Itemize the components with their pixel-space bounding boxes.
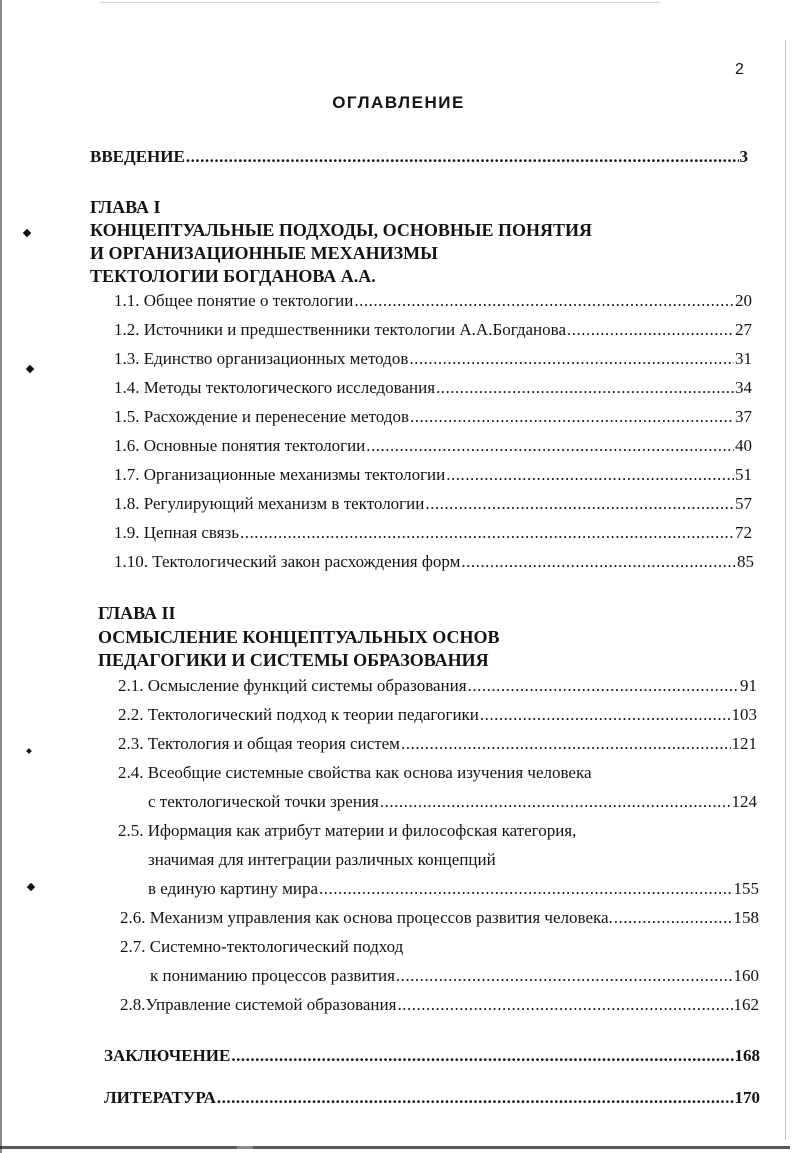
dot-leader bbox=[614, 907, 733, 929]
scan-speck bbox=[23, 229, 31, 237]
chapter-title-line: ПЕДАГОГИКИ И СИСТЕМЫ ОБРАЗОВАНИЯ bbox=[98, 650, 489, 670]
toc-entry-page: 103 bbox=[731, 705, 757, 724]
toc-entry[interactable] bbox=[118, 733, 757, 755]
scan-bottom-line bbox=[0, 1146, 790, 1149]
toc-entry-label: 1.2. Источники и предшественники тектологии А.А.Богданова bbox=[114, 320, 566, 339]
toc-entry[interactable] bbox=[148, 878, 759, 900]
toc-entry[interactable] bbox=[114, 435, 752, 457]
dot-leader bbox=[366, 435, 734, 457]
toc-entry-page: 155 bbox=[733, 879, 759, 898]
toc-entry-line[interactable]: значимая для интеграции различных концепций bbox=[148, 850, 496, 869]
toc-entry-page: 37 bbox=[735, 407, 752, 426]
toc-entry-page: 85 bbox=[737, 552, 754, 571]
dot-leader bbox=[217, 1087, 734, 1109]
toc-entry-label: 2.8.Управление системой образования bbox=[120, 995, 397, 1014]
toc-entry-label: 1.7. Организационные механизмы тектологии bbox=[114, 465, 446, 484]
toc-entry-line[interactable]: 2.7. Системно-тектологический подход bbox=[120, 937, 404, 956]
toc-entry[interactable] bbox=[118, 704, 757, 726]
toc-entry[interactable] bbox=[114, 522, 752, 544]
toc-entry-page: 162 bbox=[733, 995, 759, 1014]
toc-entry[interactable] bbox=[114, 290, 752, 312]
toc-entry[interactable] bbox=[114, 319, 752, 341]
toc-entry-label: в единую картину мира bbox=[148, 879, 318, 898]
dot-leader bbox=[409, 348, 734, 370]
toc-title: ОГЛАВЛЕНИЕ bbox=[332, 93, 465, 112]
toc-entry[interactable] bbox=[148, 791, 757, 813]
toc-entry-label: 1.9. Цепная связь bbox=[114, 523, 240, 542]
toc-entry-label: 1.3. Единство организационных методов bbox=[114, 349, 409, 368]
scan-speck bbox=[26, 748, 32, 754]
dot-leader bbox=[446, 464, 734, 486]
dot-leader bbox=[231, 1045, 733, 1067]
chapter-title-line: КОНЦЕПТУАЛЬНЫЕ ПОДХОДЫ, ОСНОВНЫЕ ПОНЯТИЯ bbox=[90, 220, 593, 240]
toc-entry-line[interactable]: 2.4. Всеобщие системные свойства как основа изучения человека bbox=[118, 763, 592, 782]
dot-leader bbox=[319, 878, 733, 900]
page-number: 2 bbox=[735, 61, 744, 78]
chapter-title-line: И ОРГАНИЗАЦИОННЫЕ МЕХАНИЗМЫ bbox=[90, 243, 438, 263]
toc-entry-page: 40 bbox=[735, 436, 752, 455]
toc-entry-line[interactable]: 2.5. Иформация как атрибут материи и философская категория, bbox=[118, 821, 577, 840]
dot-leader bbox=[410, 406, 734, 428]
toc-entry-literature[interactable] bbox=[104, 1087, 760, 1109]
toc-entry-page: 160 bbox=[733, 966, 759, 985]
toc-entry-label: ЗАКЛЮЧЕНИЕ bbox=[104, 1046, 231, 1065]
toc-entry-label: 1.8. Регулирующий механизм в тектологии bbox=[114, 494, 425, 513]
scan-edge-right bbox=[785, 40, 786, 1140]
toc-entry-intro[interactable] bbox=[90, 146, 748, 168]
scan-speck bbox=[27, 883, 35, 891]
toc-entry-page: 57 bbox=[735, 494, 752, 513]
scan-edge-left bbox=[0, 0, 2, 1153]
dot-leader bbox=[186, 146, 739, 168]
toc-entry[interactable] bbox=[118, 675, 757, 697]
dot-leader bbox=[480, 704, 731, 726]
toc-entry-page: 91 bbox=[740, 676, 757, 695]
toc-entry-label: 1.10. Тектологический закон расхождения форм bbox=[114, 552, 461, 571]
dot-leader bbox=[396, 965, 733, 987]
chapter-heading: ГЛАВА II bbox=[98, 603, 176, 623]
toc-entry-page: 158 bbox=[733, 908, 759, 927]
dot-leader bbox=[401, 733, 731, 755]
toc-entry-label: ВВЕДЕНИЕ bbox=[90, 147, 185, 166]
toc-entry[interactable] bbox=[114, 464, 752, 486]
dot-leader bbox=[567, 319, 734, 341]
toc-entry-label: 1.1. Общее понятие о тектологии bbox=[114, 291, 354, 310]
chapter-title-line: ОСМЫСЛЕНИЕ КОНЦЕПТУАЛЬНЫХ ОСНОВ bbox=[98, 627, 500, 647]
toc-entry-label: 2.3. Тектология и общая теория систем bbox=[118, 734, 400, 753]
dot-leader bbox=[397, 994, 732, 1016]
toc-entry[interactable] bbox=[114, 348, 752, 370]
dot-leader bbox=[468, 675, 739, 697]
dot-leader bbox=[425, 493, 734, 515]
toc-entry-label: к пониманию процессов развития bbox=[150, 966, 395, 985]
chapter-title-line: ТЕКТОЛОГИИ БОГДАНОВА А.А. bbox=[90, 266, 376, 286]
toc-entry-label: 2.6. Механизм управления как основа процессов развития человека. bbox=[120, 908, 613, 927]
toc-entry-label: с тектологической точки зрения bbox=[148, 792, 379, 811]
toc-entry-page: 27 bbox=[735, 320, 752, 339]
toc-entry-page: 20 bbox=[735, 291, 752, 310]
dot-leader bbox=[436, 377, 734, 399]
toc-entry-page: 170 bbox=[734, 1088, 760, 1107]
toc-entry-label: 1.5. Расхождение и перенесение методов bbox=[114, 407, 410, 426]
chapter-heading: ГЛАВА I bbox=[90, 197, 161, 217]
scan-top-line bbox=[100, 2, 660, 3]
toc-entry[interactable] bbox=[114, 377, 752, 399]
toc-entry[interactable] bbox=[120, 994, 759, 1016]
toc-entry[interactable] bbox=[114, 406, 752, 428]
toc-entry[interactable] bbox=[114, 493, 752, 515]
dot-leader bbox=[461, 551, 736, 573]
toc-entry[interactable] bbox=[114, 551, 754, 573]
toc-entry-page: 31 bbox=[735, 349, 752, 368]
dot-leader bbox=[354, 290, 734, 312]
toc-entry-page: 51 bbox=[735, 465, 752, 484]
toc-entry-page: 72 bbox=[735, 523, 752, 542]
scan-speck bbox=[26, 365, 34, 373]
toc-entry[interactable] bbox=[150, 965, 759, 987]
toc-entry-label: 2.1. Осмысление функций системы образования bbox=[118, 676, 467, 695]
dot-leader bbox=[380, 791, 731, 813]
toc-entry-label: 1.4. Методы тектологического исследования bbox=[114, 378, 436, 397]
toc-entry-conclusion[interactable] bbox=[104, 1045, 760, 1067]
toc-entry-page: 34 bbox=[735, 378, 752, 397]
toc-entry-page: 168 bbox=[734, 1046, 760, 1065]
toc-entry-label: 2.2. Тектологический подход к теории педагогики bbox=[118, 705, 479, 724]
toc-entry-label: 1.6. Основные понятия тектологии bbox=[114, 436, 366, 455]
toc-entry-label: ЛИТЕРАТУРА bbox=[104, 1088, 216, 1107]
toc-entry-page: 3 bbox=[739, 147, 748, 166]
dot-leader bbox=[240, 522, 734, 544]
toc-entry[interactable] bbox=[120, 907, 759, 929]
toc-entry-page: 121 bbox=[731, 734, 757, 753]
toc-entry-page: 124 bbox=[731, 792, 757, 811]
